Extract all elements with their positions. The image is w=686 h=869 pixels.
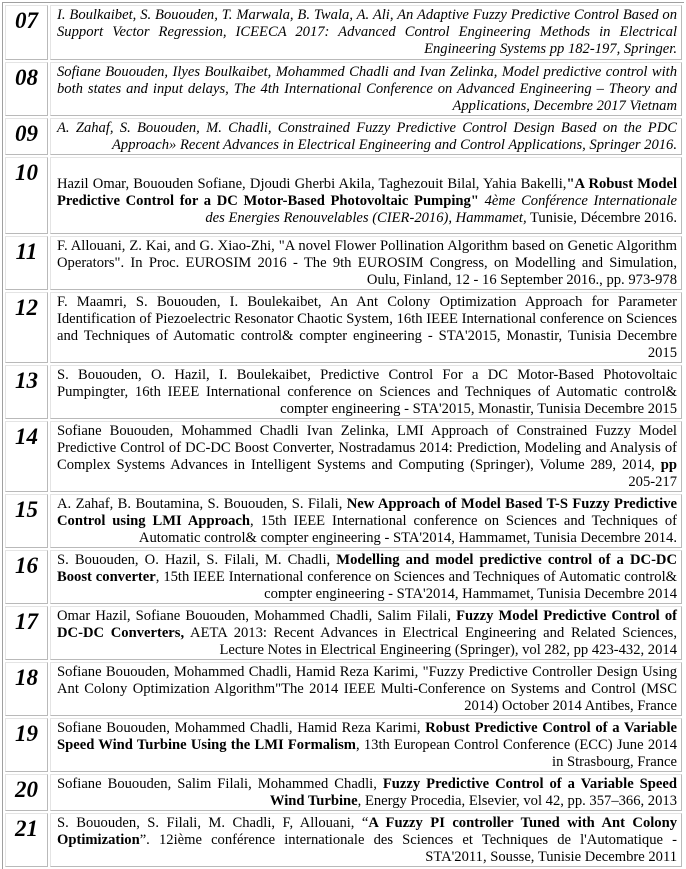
- publication-row: [5, 365, 682, 419]
- publication-number: 07: [5, 5, 48, 60]
- publication-citation: [50, 118, 682, 155]
- publication-number: 21: [5, 813, 48, 867]
- publication-number: 14: [5, 421, 48, 492]
- citation-text: 205-217: [628, 474, 677, 490]
- publication-row: [5, 774, 682, 811]
- publication-citation: [50, 494, 682, 548]
- citation-title-bold: "A Robust Model Predictive Control for a DC Motor-Based Photovoltaic Pumping": [57, 176, 677, 209]
- publication-citation: [50, 236, 682, 290]
- citation-title-bold: Robust Predictive Control of a Variable Speed Wind Turbine Using the LMI Formalism: [57, 720, 677, 753]
- citation-text: , 15th IEEE International conference on Sciences and Techniques of Automatic control& compter engineering - STA'2014, Hammamet, Tunisia Decembre 2014.: [138, 513, 677, 546]
- publication-number: 16: [5, 550, 48, 604]
- publication-row: [5, 421, 682, 492]
- publication-number: 08: [5, 62, 48, 116]
- citation-text: , 15th IEEE International conference on Sciences and Techniques of Automatic control& compter engineering - STA'2014, Hammamet, Tunisia Decembre 2014: [155, 569, 677, 602]
- publication-citation: [50, 813, 682, 867]
- publication-number: 17: [5, 606, 48, 660]
- publication-number: 11: [5, 236, 48, 290]
- publication-number: 15: [5, 494, 48, 548]
- publication-row: [5, 550, 682, 604]
- publication-citation: [50, 292, 682, 363]
- publication-number: 20: [5, 774, 48, 811]
- publication-citation: [50, 365, 682, 419]
- publications-table-body: [5, 5, 682, 867]
- publication-number: 12: [5, 292, 48, 363]
- publication-row: [5, 118, 682, 155]
- publication-number: 09: [5, 118, 48, 155]
- citation-text: Sofiane Bououden, Mohammed Chadli Ivan Zelinka, LMI Approach of Constrained Fuzzy Model Predictive Control of DC-DC Boost Converter, Nostradamus 2014: Prediction, Modeling and Analysis of Complex Systems Advances in Intelligent Systems and Computing (Springer), Volume 289, 2014,: [57, 423, 677, 473]
- citation-text: Sofiane Bououden, Ilyes Boulkaibet, Mohammed Chadli and Ivan Zelinka, Model predictive control with both states and input delays, The 4th International Conference on Advanced Engineering – Theory and Applications, Decembre 2017 Vietnam: [57, 64, 677, 114]
- publication-number: 13: [5, 365, 48, 419]
- citation-title-bold: Fuzzy Predictive Control of a Variable Speed Wind Turbine: [269, 776, 677, 809]
- citation-text: Sofiane Bououden, Salim Filali, Mohammed Chadli,: [57, 776, 383, 792]
- publication-number: 18: [5, 662, 48, 716]
- citation-text: ”. 12ième conférence internationale des Sciences et Techniques de l'Automatique - STA'2011, Sousse, Tunisie Decembre 2011: [139, 832, 677, 865]
- citation-text: F. Maamri, S. Bououden, I. Boulekaibet, An Ant Colony Optimization Approach for Parameter Identification of Piezoelectric Resonator Chaotic System, 16th IEEE International conference on Sciences and Techniques of Automatic control& compter engineering - STA'2015, Monastir, Tunisia Decembre 2015: [57, 294, 677, 361]
- citation-text: 4ème Conférence Internationale des Energies Renouvelables (CIER-2016), Hammamet,: [205, 193, 677, 226]
- publication-citation: [50, 62, 682, 116]
- publication-citation: [50, 718, 682, 772]
- publication-row: [5, 5, 682, 60]
- publication-citation: [50, 157, 682, 234]
- citation-text: S. Bououden, O. Hazil, I. Boulekaibet, Predictive Control For a DC Motor-Based Photovoltaic Pumpingter, 16th IEEE International conference on Sciences and Techniques of Automatic control& compter engineering - STA'2015, Monastir, Tunisia Decembre 2015: [57, 367, 677, 417]
- publication-citation: [50, 774, 682, 811]
- citation-text: S. Bououden, S. Filali, M. Chadli, F, Allouani, “: [57, 815, 369, 831]
- publication-citation: [50, 5, 682, 60]
- publication-row: [5, 606, 682, 660]
- citation-text: Hazil Omar, Bououden Sofiane, Djoudi Gherbi Akila, Taghezouit Bilal, Yahia Bakelli,: [57, 176, 567, 192]
- citation-title-bold: New Approach of Model Based T-S Fuzzy Predictive Control using LMI Approach: [57, 496, 677, 529]
- citation-text: , Energy Procedia, Elsevier, vol 42, pp. 357–366, 2013: [357, 793, 677, 809]
- citation-title-bold: A Fuzzy PI controller Tuned with Ant Colony Optimization: [57, 815, 677, 848]
- citation-text: S. Bououden, O. Hazil, S. Filali, M. Chadli,: [57, 552, 337, 568]
- citation-title-bold: pp: [660, 457, 677, 473]
- publication-row: [5, 813, 682, 867]
- citation-text: A. Zahaf, B. Boutamina, S. Bououden, S. Filali,: [57, 496, 347, 512]
- publication-row: [5, 494, 682, 548]
- publication-citation: [50, 550, 682, 604]
- citation-text: Sofiane Bououden, Mohammed Chadli, Hamid Reza Karimi, "Fuzzy Predictive Controller Design Using Ant Colony Optimization Algorithm"The 2014 IEEE Multi-Conference on Systems and Control (MSC 2014) October 2014 Antibes, France: [57, 664, 677, 714]
- citation-text: Tunisie, Décembre 2016.: [526, 210, 677, 226]
- publication-citation: [50, 421, 682, 492]
- publication-row: [5, 157, 682, 234]
- publication-row: [5, 662, 682, 716]
- publication-citation: [50, 662, 682, 716]
- citation-text: A. Zahaf, S. Bououden, M. Chadli, Constrained Fuzzy Predictive Control Design Based on the PDC Approach» Recent Advances in Electrical Engineering and Control Applications, Springer 2016.: [57, 120, 677, 153]
- citation-text: AETA 2013: Recent Advances in Electrical Engineering and Related Sciences, Lecture Notes in Electrical Engineering (Springer), vol 282, pp 423-432, 2014: [184, 625, 677, 658]
- citation-text: F. Allouani, Z. Kai, and G. Xiao-Zhi, "A novel Flower Pollination Algorithm based on Genetic Algorithm Operators". In Proc. EUROSIM 2016 - The 9th EUROSIM Congress, on Modelling and Simulation, Oulu, Finland, 12 - 16 September 2016., pp. 973-978: [57, 238, 677, 288]
- citation-text: Omar Hazil, Sofiane Bououden, Mohammed Chadli, Salim Filali,: [57, 608, 457, 624]
- publication-number: 19: [5, 718, 48, 772]
- citation-title-bold: Modelling and model predictive control of a DC-DC Boost converter: [57, 552, 678, 585]
- citation-text: I. Boulkaibet, S. Bououden, T. Marwala, B. Twala, A. Ali, An Adaptive Fuzzy Predictive Control Based on Support Vector Regression, ICEECA 2017: Advanced Control Engineering Methods in Electrical Engineering Systems pp 182-197, Springer.: [57, 7, 677, 57]
- citation-title-bold: Fuzzy Model Predictive Control of DC-DC Converters,: [57, 608, 677, 641]
- publications-table: [2, 2, 684, 869]
- blank-line: [57, 159, 677, 176]
- publication-citation: [50, 606, 682, 660]
- publication-row: [5, 292, 682, 363]
- citation-text: , 13th European Control Conference (ECC) June 2014 in Strasbourg, France: [355, 737, 678, 770]
- publication-row: [5, 62, 682, 116]
- publication-row: [5, 718, 682, 772]
- publication-number: 10: [5, 157, 48, 234]
- publication-row: [5, 236, 682, 290]
- citation-text: Sofiane Bououden, Mohammed Chadli, Hamid Reza Karimi,: [57, 720, 426, 736]
